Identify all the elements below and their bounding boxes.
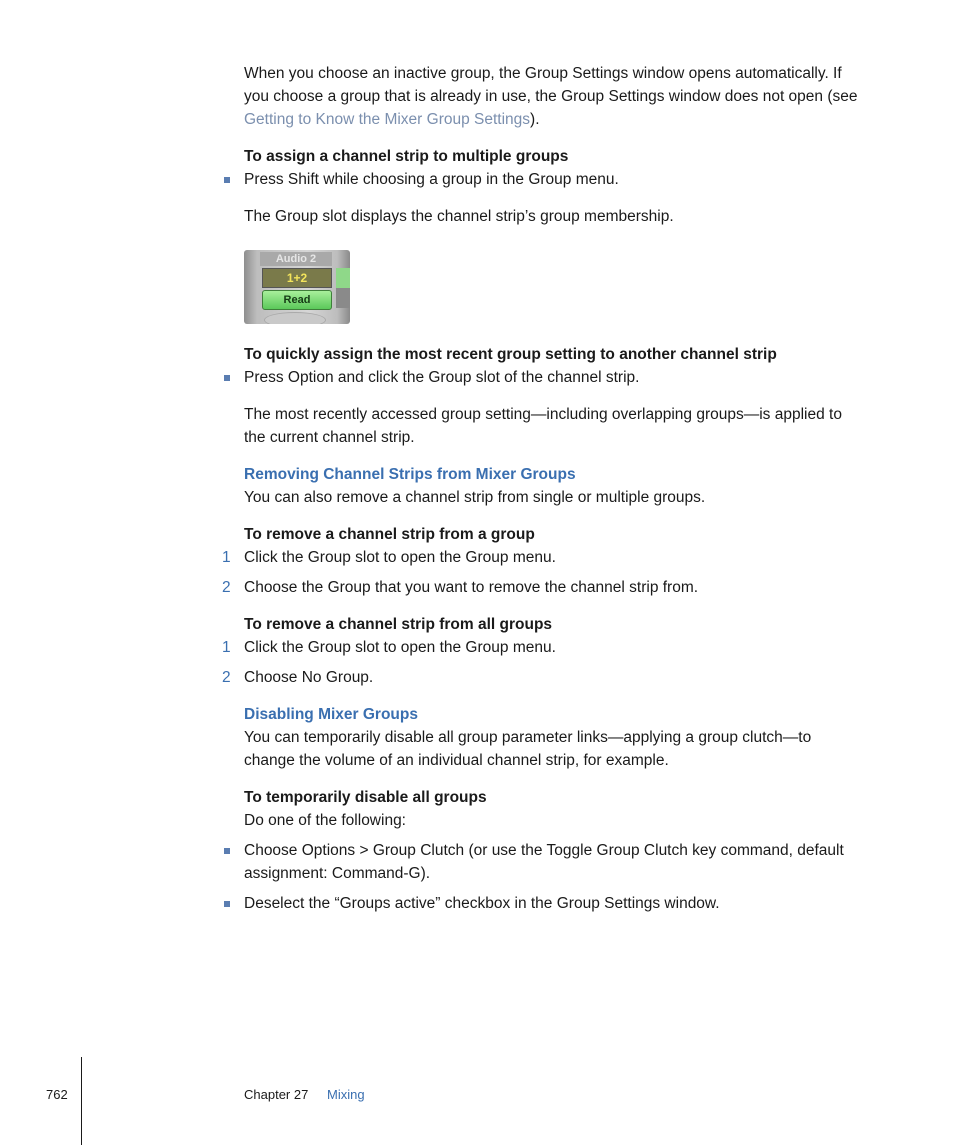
step-number: 1 [222,549,231,566]
bullet-marker [224,848,230,854]
automation-mode-button: Read [262,290,332,310]
disable-option-2: Deselect the “Groups active” checkbox in the Group Settings window. [244,895,720,912]
assign-multiple-step: Press Shift while choosing a group in the Group menu. [244,171,619,188]
intro-line-2: you choose a group that is already in use, the Group Settings window does not open (see [244,88,858,105]
task-title-disable-all: To temporarily disable all groups [244,789,487,806]
quick-assign-result-line-1: The most recently accessed group setting—including overlapping groups—is applied to [244,406,842,423]
task-title-quick-assign: To quickly assign the most recent group setting to another channel strip [244,346,777,363]
intro-line-1: When you choose an inactive group, the Group Settings window opens automatically. If [244,65,842,82]
footer-divider [81,1057,82,1145]
footer-section-link[interactable]: Mixing [327,1087,365,1102]
disable-option-1-line-1: Choose Options > Group Clutch (or use the Toggle Group Clutch key command, default [244,842,844,859]
step-number: 2 [222,669,231,686]
step-number: 1 [222,639,231,656]
bullet-marker [224,177,230,183]
task-title-remove-all: To remove a channel strip from all groups [244,616,553,633]
section-heading-disabling: Disabling Mixer Groups [244,706,418,723]
assign-multiple-result: The Group slot displays the channel strip’s group membership. [244,208,674,225]
adjacent-strip-edge [336,268,350,308]
section-heading-removing: Removing Channel Strips from Mixer Groups [244,466,576,483]
quick-assign-result-line-2: the current channel strip. [244,429,415,446]
quick-assign-step: Press Option and click the Group slot of the channel strip. [244,369,640,386]
track-name-label: Audio 2 [260,252,332,266]
intro-link-close: ). [530,111,540,128]
page-number: 762 [46,1087,68,1102]
bullet-marker [224,901,230,907]
disabling-intro-line-2: change the volume of an individual channel strip, for example. [244,752,669,769]
group-slot-illustration [244,250,350,324]
pan-knob [264,312,326,324]
disable-all-intro: Do one of the following: [244,812,406,829]
task-title-assign-multiple: To assign a channel strip to multiple groups [244,148,569,165]
cross-reference-link[interactable]: Getting to Know the Mixer Group Settings [244,111,531,128]
remove-all-step-1: Click the Group slot to open the Group menu. [244,639,556,656]
intro-line-3 [244,108,884,131]
group-slot: 1+2 [262,268,332,288]
remove-all-step-2: Choose No Group. [244,669,374,686]
remove-one-step-1: Click the Group slot to open the Group menu. [244,549,556,566]
remove-one-step-2: Choose the Group that you want to remove the channel strip from. [244,579,699,596]
bullet-marker [224,375,230,381]
footer-chapter: Chapter 27 [244,1087,309,1102]
step-number: 2 [222,579,231,596]
task-title-remove-one: To remove a channel strip from a group [244,526,535,543]
disabling-intro-line-1: You can temporarily disable all group parameter links—applying a group clutch—to [244,729,812,746]
disable-option-1-line-2: assignment: Command-G). [244,865,431,882]
removing-intro: You can also remove a channel strip from single or multiple groups. [244,489,706,506]
